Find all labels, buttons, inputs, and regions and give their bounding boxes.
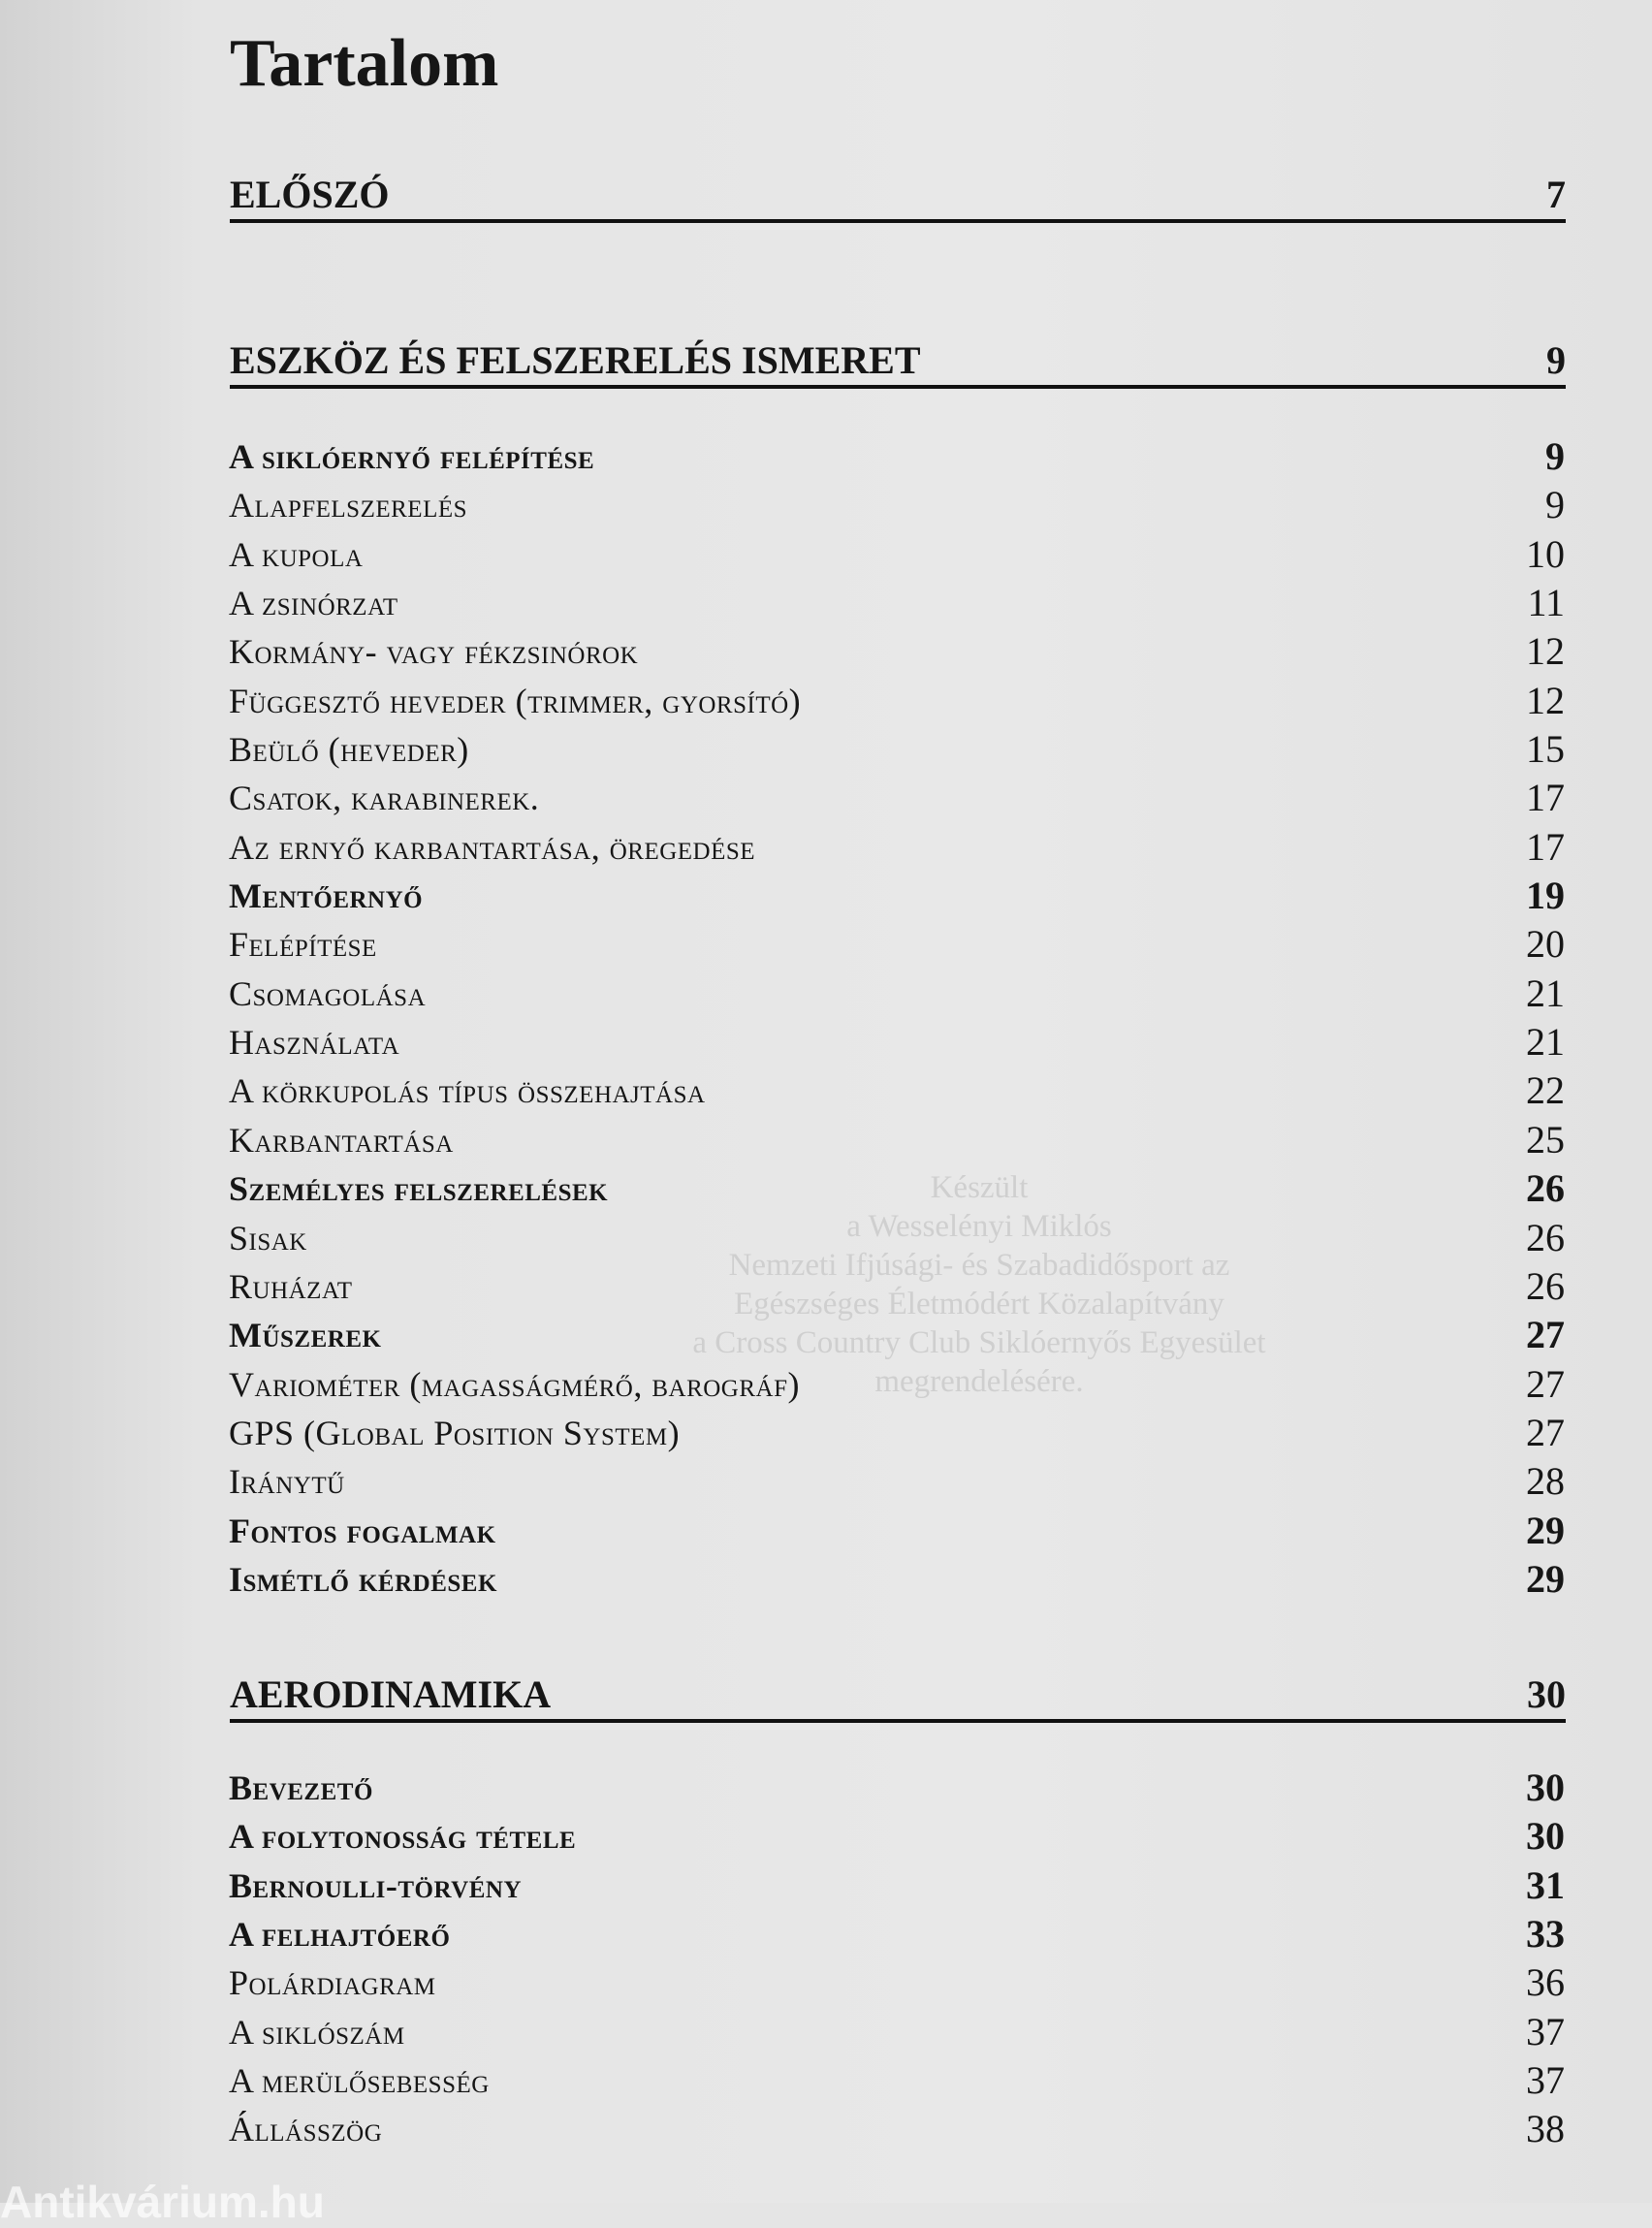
toc-section (229, 432, 1565, 1604)
toc-entry-title: GPS (Global Position System) (229, 1413, 681, 1452)
toc-entry-page-number: 26 (1526, 1166, 1565, 1211)
toc-entry-page-number: 36 (1526, 1960, 1565, 2005)
toc-entry-title: A kupola (229, 534, 364, 574)
toc-entry-title: Karbantartása (229, 1120, 454, 1160)
toc-entry-title: Fontos fogalmak (229, 1511, 496, 1550)
toc-entry[interactable] (229, 1507, 1565, 1555)
toc-entry-title: Személyes felszerelések (229, 1169, 609, 1209)
toc-entry[interactable] (229, 1958, 1565, 2007)
toc-entry-page-number: 33 (1526, 1912, 1565, 1957)
toc-entry-page-number: 26 (1526, 1215, 1565, 1259)
toc-entry-title: Variométer (magasságmérő, barográf) (229, 1364, 800, 1404)
toc-entry-page-number: 37 (1526, 2009, 1565, 2053)
toc-entry-page-number: 21 (1526, 1020, 1565, 1065)
toc-entry-title: Kormány- vagy fékzsinórok (229, 632, 639, 672)
toc-entry[interactable] (229, 1214, 1565, 1262)
toc-entry[interactable] (229, 1018, 1565, 1066)
toc-entry-title: Állásszög (229, 2110, 383, 2149)
toc-section (229, 1764, 1565, 2154)
chapter-page-number: 9 (1546, 338, 1566, 382)
watermark-text: Antikvárium.hu (0, 2177, 325, 2227)
toc-entry[interactable] (229, 432, 1565, 481)
toc-entry-page-number: 19 (1526, 874, 1565, 918)
toc-entry[interactable] (229, 2008, 1565, 2056)
show-through-line: a Wesselényi Miklós (846, 1209, 1112, 1244)
toc-entry-page-number: 11 (1527, 581, 1565, 625)
toc-entry-title: Felépítése (229, 925, 377, 965)
toc-entry-title: Függesztő heveder (trimmer, gyorsító) (229, 681, 802, 720)
show-through-line: Egészséges Életmódért Közalapítvány (734, 1287, 1224, 1321)
show-through-line: Nemzeti Ifjúsági- és Szabadidősport az (728, 1248, 1230, 1283)
toc-entry-title: A felhajtóerő (229, 1915, 451, 1955)
toc-entry-title: A folytonosság tétele (229, 1817, 577, 1857)
chapter-page-number: 7 (1546, 173, 1566, 216)
toc-entry-title: Használata (229, 1023, 400, 1063)
toc-entry[interactable] (229, 1910, 1565, 1958)
toc-entry-title: Műszerek (229, 1316, 382, 1355)
toc-entry[interactable] (229, 677, 1565, 725)
toc-entry[interactable] (229, 1164, 1565, 1213)
toc-entry-page-number: 15 (1526, 727, 1565, 772)
toc-entry-title: Ismétlő kérdések (229, 1559, 497, 1599)
toc-entry[interactable] (229, 1812, 1565, 1861)
toc-entry-page-number: 22 (1526, 1068, 1565, 1113)
toc-entry-title: Alapfelszerelés (229, 486, 468, 525)
toc-entry-title: Sisak (229, 1218, 307, 1257)
toc-entry-title: A siklószám (229, 2012, 405, 2052)
toc-entry-page-number: 17 (1526, 824, 1565, 869)
toc-entry-title: Iránytű (229, 1462, 345, 1502)
toc-entry[interactable] (229, 1555, 1565, 1604)
toc-entry[interactable] (229, 1116, 1565, 1164)
toc-entry-title: A zsinórzat (229, 584, 398, 623)
chapter-title: ELŐSZÓ (230, 173, 390, 216)
toc-entry-page-number: 26 (1526, 1263, 1565, 1308)
chapter-title: ESZKÖZ ÉS FELSZERELÉS ISMERET (230, 338, 921, 382)
toc-entry[interactable] (229, 1360, 1565, 1409)
toc-entry-page-number: 30 (1526, 1766, 1565, 1809)
toc-entry[interactable] (229, 1311, 1565, 1359)
toc-entry[interactable] (229, 2056, 1565, 2105)
toc-entry-title: Bernoulli-törvény (229, 1865, 522, 1905)
toc-entry-page-number: 31 (1526, 1862, 1565, 1907)
toc-entry[interactable] (229, 627, 1565, 676)
toc-entry-title: Csatok, karabinerek. (229, 779, 540, 818)
chapter-page-number: 30 (1527, 1672, 1566, 1716)
chapter-heading[interactable] (230, 1655, 1566, 1723)
toc-entry[interactable] (229, 920, 1565, 969)
toc-entry-title: A körkupolás típus összehajtása (229, 1071, 706, 1111)
toc-entry-page-number: 29 (1526, 1556, 1565, 1601)
toc-entry-page-number: 27 (1526, 1313, 1565, 1357)
toc-entry-title: Csomagolása (229, 973, 427, 1013)
toc-entry[interactable] (229, 1862, 1565, 1910)
toc-entry-page-number: 30 (1526, 1814, 1565, 1859)
toc-entry[interactable] (229, 1764, 1565, 1812)
toc-entry-title: Bevezető (229, 1768, 373, 1807)
toc-entry[interactable] (229, 1409, 1565, 1457)
show-through-line: Készült (930, 1170, 1029, 1205)
toc-entry-page-number: 27 (1526, 1361, 1565, 1406)
toc-entry-page-number: 12 (1526, 678, 1565, 722)
toc-entry-page-number: 38 (1526, 2107, 1565, 2151)
toc-entry-page-number: 27 (1526, 1410, 1565, 1454)
toc-entry-title: Az ernyő karbantartása, öregedése (229, 827, 756, 867)
chapter-heading[interactable] (230, 155, 1566, 223)
toc-entry-page-number: 21 (1526, 971, 1565, 1015)
toc-entry-page-number: 29 (1526, 1508, 1565, 1552)
toc-entry-title: Ruházat (229, 1266, 353, 1306)
chapter-heading[interactable] (230, 321, 1566, 389)
toc-entry-page-number: 9 (1545, 434, 1565, 478)
toc-entry-title: Mentőernyő (229, 876, 424, 916)
toc-entry-page-number: 25 (1526, 1117, 1565, 1162)
toc-entry[interactable] (229, 823, 1565, 872)
toc-entry[interactable] (229, 481, 1565, 529)
toc-entry-page-number: 10 (1526, 531, 1565, 576)
toc-entry-title: A merülősebesség (229, 2061, 490, 2101)
chapter-title: AERODINAMIKA (230, 1672, 552, 1716)
toc-entry[interactable] (229, 774, 1565, 822)
toc-entry[interactable] (229, 1262, 1565, 1311)
toc-entry[interactable] (229, 2105, 1565, 2153)
toc-entry[interactable] (229, 970, 1565, 1018)
toc-entry[interactable] (229, 872, 1565, 920)
toc-entry-title: Polárdiagram (229, 1963, 436, 2003)
toc-entry[interactable] (229, 530, 1565, 579)
toc-entry-page-number: 17 (1526, 776, 1565, 820)
toc-entry-page-number: 37 (1526, 2058, 1565, 2103)
toc-entry[interactable] (229, 579, 1565, 627)
toc-entry-title: Beülő (heveder) (229, 730, 469, 770)
toc-entry-page-number: 20 (1526, 922, 1565, 967)
toc-entry[interactable] (229, 725, 1565, 774)
toc-entry-page-number: 9 (1545, 483, 1565, 527)
toc-entry[interactable] (229, 1066, 1565, 1115)
show-through-line: megrendelésére. (874, 1364, 1084, 1399)
page-title: Tartalom (230, 26, 499, 101)
toc-entry-title: A siklóernyő felépítése (229, 437, 595, 476)
show-through-line: a Cross Country Club Siklóernyős Egyesület (692, 1325, 1266, 1360)
toc-entry[interactable] (229, 1457, 1565, 1506)
toc-entry-page-number: 28 (1526, 1459, 1565, 1504)
toc-entry-page-number: 12 (1526, 629, 1565, 674)
